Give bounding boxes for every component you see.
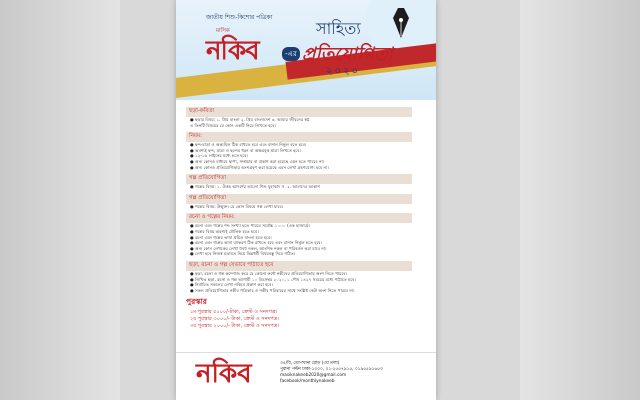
rule-line: এ তিনটি বিষয়ের যে কোন একটি নিয়ে লিখতে হবে। [190, 122, 276, 128]
rule-line: ● ছড়ার বিষয়: ১. প্রিয় বাংলা ২. প্রিয় বাংলাদেশ ৩. আমার জীবনের স্বপ্ন [190, 117, 310, 122]
rule-line: ● লেখা হবে নিজস্ব মতামত নিয়ে ভিন্নধর্মী বিষয়বস্তু দিয়ে গঠিত। [190, 251, 296, 257]
footer-facebook[interactable]: facebook/monthlynakeeb [280, 379, 335, 384]
section-title: ছড়া, রচনা ও গল্প যেভাবে পাঠাতে হবে [186, 261, 412, 271]
rule-line: ● অন্য কোনও মাধ্যমে ছাপা, সম্প্রচার বা প্রকাশ করা হয়েছে এমন হতে পারবে না। [190, 158, 325, 164]
prize-item: ৩য় পুরস্কার ২০০০/- টাকা, ক্রেস্ট ও সনদপত্র। [190, 323, 280, 330]
rules-body [186, 103, 426, 330]
brand-logo: নকিব [206, 36, 259, 66]
section [186, 107, 426, 128]
rule-line: ● ছড়া, রচনা ও গল্প কম্পোজ করে যে কোনো ফন্টে নকীবের প্রতিযোগিতায় অংশ নিতে পারবে। [190, 270, 347, 276]
footer-phone: পুরানা পল্টন ঢাকা-১০০০, ০১-২৫৫৭৯১৫, ০১৯৫৫৯১৬৫৩ [280, 367, 383, 372]
rule-line: ● নির্বাচিত সকলের লেখা নকিবে প্রকাশ করা হবে। [190, 282, 273, 288]
section [186, 194, 426, 210]
section [186, 174, 426, 190]
magazine-type: মাসিক [216, 28, 230, 34]
rule-line: ● রচনা এবং গল্পের শব্দ সংখ্যা হতে পারবে সর্বোচ্চ ১০০০ (এক হাজার)। [190, 223, 310, 229]
rule-line: ● লিখিত ছড়া, রচনা ও গল্প আগামী ১০ ডিসেম্বর ২০২০, ১ পৌষ ১৪২৭ সময়ের মধ্যে পাঠাতে হবে। [190, 276, 356, 282]
section-title: গল্প প্রতিযোগিতা [186, 194, 412, 204]
prize-item: ১ম পুরস্কার ৫০০০/-টাকা, ক্রেস্ট ও সনদপত্র। [190, 309, 278, 316]
footer-email[interactable]: masiknakeeb2020@gmail.com [280, 373, 347, 378]
rule-line: ● গল্পের বিষয়: উন্মুক্ত। যে কোন বিষয়ে গল্প লেখা যাবে। [190, 203, 284, 209]
section-title: গল্প প্রতিযোগিতা [186, 174, 412, 184]
title-top: সাহিত্য [316, 19, 361, 38]
brand-suffix: -এর [282, 47, 300, 61]
footer-contact [280, 361, 430, 385]
poster-footer [176, 352, 436, 400]
rule-line: ● গল্পের বিষয় অবশ্যই মৌলিক হতে হবে। [190, 228, 259, 234]
section [186, 132, 426, 170]
background-left [0, 0, 120, 400]
tagline: জাতীয় শিশু-কিশোর পত্রিকা [206, 14, 273, 21]
rule-line: ● অন্য কোনও প্রতিযোগিতায় অংশগ্রহণ করা হয়েছে এমন লেখা গ্রহণযোগ্য হবে না। [190, 164, 329, 170]
rule-line: ● অন্য কোন লেখকের লেখা হুবহু নকল, আংশিক নকল বা পরিবর্তন করা যাবে না। [190, 245, 327, 251]
pen-nib-icon [390, 4, 412, 40]
title-year: ২০২০ [326, 66, 361, 77]
rule-line: ● সকল প্রতিযোগিতার নকীব পত্রিকার ও নকীব পরিবারের সাথে সংশ্লিষ্ট কেউ অংশ নিতে পারবে না। [190, 287, 355, 293]
footer-brand-logo: নকিব [196, 359, 252, 389]
rule-line: ● অবশ্যই ছন্দ, মাত্রা ও ছন্দের ধরন বা অক্ষরবৃত্ত মাত্রা লিখতে হবে। [190, 147, 301, 153]
rule-line: ● ছন্দ-মাত্রা ও অন্ত্যমিল ঠিক রাখতে হবে এবং বানান নির্ভুল হতে হবে। [190, 142, 307, 148]
title-main: প্রতিযোগিতা [302, 44, 393, 65]
section-title: রচনা ও গল্পের নিয়ম: [186, 213, 412, 223]
poster [176, 0, 436, 400]
rule-line: ● রচনা এবং গল্পের ভাষা প্রমিত বাংলা হতে হবে। [190, 234, 272, 240]
prize-title: পুরস্কার [186, 297, 207, 307]
section [186, 213, 426, 257]
rule-line: ● গল্পের বিষয়: ১. উত্তম আদর্শের আলো শিশু মুহাম্মাদ স. ২. আমাদের আকাশ [190, 184, 320, 190]
rule-line: ● ১২-১৬ লাইনের মধ্যে হতে হবে। [190, 153, 249, 159]
poster-header [176, 0, 436, 100]
section-title: ছড়া-কবিতা [186, 107, 412, 117]
rule-line: ● রচনা এবং গল্পের ভাষা ব্যাকরণ ঠিক রাখতে হবে এবং বানান নির্ভুল হতে হবে। [190, 240, 323, 246]
section [186, 261, 426, 293]
prize-item: ২য় পুরস্কার ৩০০০/- টাকা, ক্রেস্ট ও সনদপত্র। [190, 316, 280, 323]
section-title: নিয়ম: [186, 132, 412, 142]
footer-address: ৩৫/বি, তোপখানা রোড (৩য় তলা) [280, 361, 340, 366]
background-right [520, 0, 640, 400]
